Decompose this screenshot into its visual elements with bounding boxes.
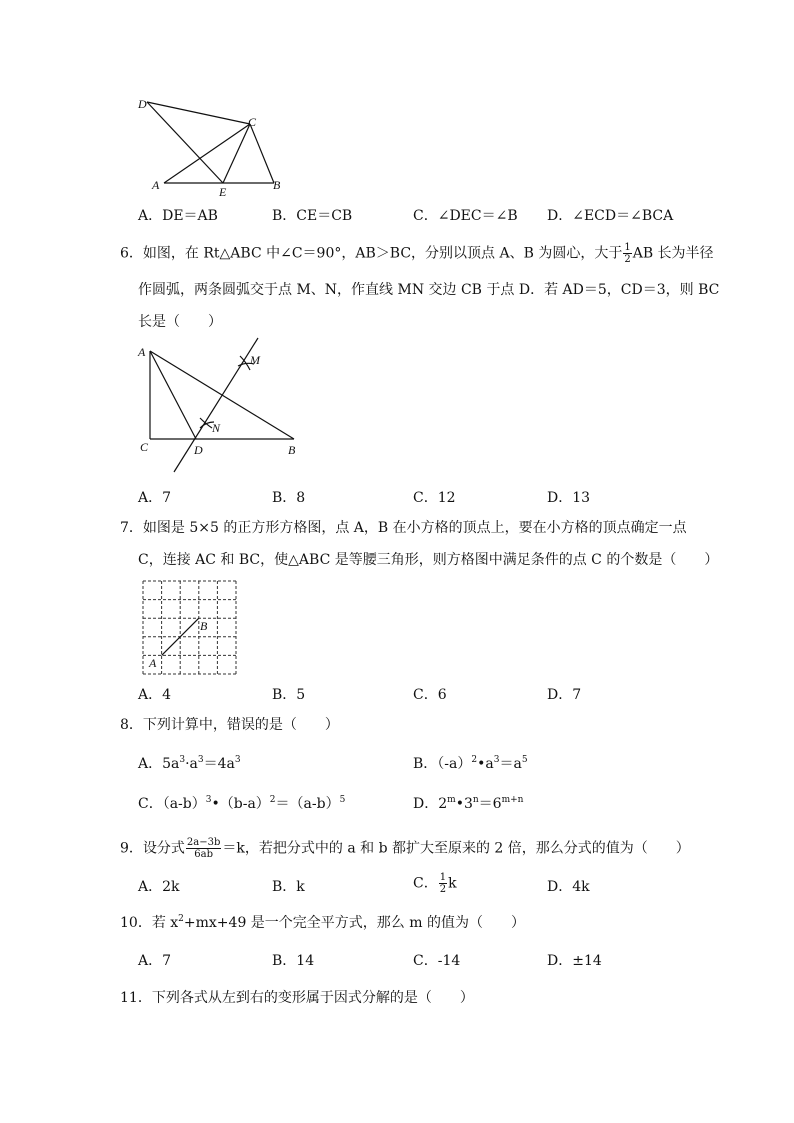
q5-segment-bc <box>250 124 274 183</box>
q7-grid-figure <box>140 578 240 678</box>
q6-stem-text-b: AB 长为半径 <box>632 245 714 262</box>
q6-label-b: B <box>288 443 296 457</box>
q6-line-mn <box>174 338 258 472</box>
q9-fraction: $\frac{2a-3b}{6ab}$ <box>186 837 221 860</box>
q5-label-a: A <box>152 178 160 192</box>
q9-option-b[interactable]: B．k <box>272 879 305 895</box>
q7-stem-line1: 7．如图是 5×5 的正方形方格图，点 A，B 在小方格的顶点上，要在小方格的顶点确定一点 <box>120 520 687 536</box>
q9-stem <box>120 837 690 860</box>
q11-stem: 11．下列各式从左到右的变形属于因式分解的是（ ） <box>120 990 474 1006</box>
q7-label-b: B <box>200 619 208 633</box>
q9-option-c-fraction: $\frac{1}{2}$ <box>439 872 447 895</box>
q6-stem-line2: 作圆弧，两条圆弧交于点 M、N，作直线 MN 交边 CB 于点 D．若 AD＝5，CD＝3，则 BC <box>138 282 720 298</box>
q6-figure <box>134 334 314 476</box>
q6-label-m: M <box>250 353 260 367</box>
q6-option-d[interactable]: D．13 <box>547 490 591 506</box>
q5-segment-da <box>147 102 250 124</box>
q9-option-c[interactable]: C． $\frac{1}{2}$ k <box>413 872 457 895</box>
q10-option-d[interactable]: D．±14 <box>547 953 602 969</box>
q5-option-c[interactable]: C．∠DEC＝∠B <box>413 208 518 224</box>
q5-label-e: E <box>219 185 227 199</box>
q9-option-a[interactable]: A．2k <box>138 879 180 895</box>
q7-option-d[interactable]: D．7 <box>547 687 582 703</box>
q6-option-c[interactable]: C．12 <box>413 490 456 506</box>
q6-label-c: C <box>140 440 149 454</box>
q8-option-a[interactable]: A．$5a^3\cdot a^3=4a^3$ <box>138 755 241 772</box>
q5-label-b: B <box>273 178 281 192</box>
q5-segment-dc <box>147 102 223 183</box>
q6-label-n: N <box>212 421 221 435</box>
q9-stem-post: ＝k，若把分式中的 a 和 b 都扩大至原来的 2 倍，那么分式的值为（ ） <box>222 840 690 857</box>
q6-label-a: A <box>138 345 146 359</box>
q5-label-d: D <box>138 97 147 111</box>
q8-option-c[interactable]: C．$(a-b)^3•(b-a)^2=(a-b)^5$ <box>138 795 346 812</box>
q6-label-d: D <box>194 443 203 457</box>
q8-stem: 8．下列计算中，错误的是（ ） <box>120 717 339 733</box>
q10-option-c[interactable]: C．-14 <box>413 953 461 969</box>
q5-label-c: C <box>248 115 257 129</box>
q10-option-a[interactable]: A．7 <box>138 953 172 969</box>
q8-option-b[interactable]: B．$(-a)^2•a^3=a^5$ <box>413 755 528 772</box>
q6-option-b[interactable]: B．8 <box>272 490 306 506</box>
q5-option-d[interactable]: D．∠ECD＝∠BCA <box>547 208 674 224</box>
q7-option-a[interactable]: A．4 <box>138 687 172 703</box>
q7-stem-line2: C，连接 AC 和 BC，使△ABC 是等腰三角形，则方格图中满足条件的点 C 的个数是（ ） <box>138 552 719 568</box>
q6-stem-line1 <box>120 242 714 265</box>
q6-fraction-half: $\frac{1}{2}$ <box>624 242 631 265</box>
q6-stem-text-a: 6．如图，在 Rt△ABC 中∠C＝90°，AB＞BC，分别以顶点 A、B 为圆心，大于 <box>120 245 623 262</box>
q6-segment-ad <box>150 351 196 439</box>
q7-label-a: A <box>149 656 157 670</box>
q7-option-c[interactable]: C．6 <box>413 687 447 703</box>
q5-figure <box>130 92 300 202</box>
q8-option-d[interactable]: D．$2^m•3^n=6^{m+n}$ <box>413 795 524 812</box>
q7-option-b[interactable]: B．5 <box>272 687 306 703</box>
q9-option-d[interactable]: D．4k <box>547 879 590 895</box>
q9-stem-pre: 9．设分式 <box>120 840 185 857</box>
q6-stem-line3: 长是（ ） <box>138 314 222 330</box>
q10-stem: 10．若 $x^2+mx+49$ 是一个完全平方式，那么 m 的值为（ ） <box>120 914 525 931</box>
q6-option-a[interactable]: A．7 <box>138 490 172 506</box>
q10-option-b[interactable]: B．14 <box>272 953 315 969</box>
q5-option-b[interactable]: B．CE＝CB <box>272 208 353 224</box>
q5-option-a[interactable]: A．DE＝AB <box>138 208 218 224</box>
